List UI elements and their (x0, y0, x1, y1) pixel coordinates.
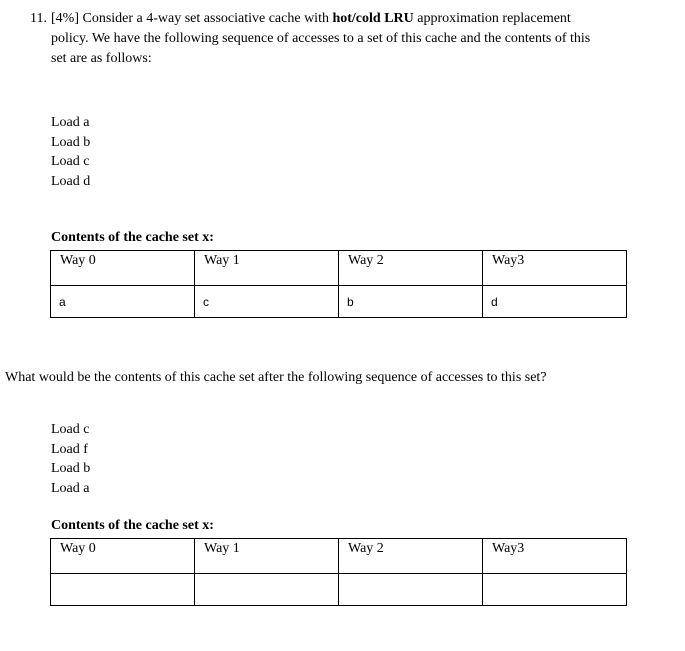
second-access-sequence (51, 420, 90, 498)
access-item: Load a (51, 115, 90, 130)
answer-cell-way-0[interactable] (51, 574, 195, 606)
header-way-2: Way 2 (339, 251, 483, 286)
header-way-3: Way3 (483, 251, 627, 286)
question-line1-end: approximation replacement (413, 11, 571, 26)
table-value-row (51, 286, 627, 318)
question-line3: set are as follows: (51, 51, 152, 66)
answer-cell-way-1[interactable] (195, 574, 339, 606)
second-cache-table (50, 538, 627, 606)
header-way-0: Way 0 (51, 251, 195, 286)
second-table-title: Contents of the cache set x: (51, 518, 214, 533)
question-bold-term: hot/cold LRU (332, 11, 414, 26)
question-line1-start: [4%] Consider a 4-way set associative cache with (51, 11, 333, 26)
access-item: Load c (51, 154, 90, 169)
header-way-3: Way3 (483, 539, 627, 574)
answer-cell-way-3[interactable] (483, 574, 627, 606)
first-access-sequence (51, 113, 90, 191)
header-way-1: Way 1 (195, 251, 339, 286)
question-number: 11. (30, 11, 47, 26)
value-way-0: a (51, 286, 195, 318)
access-item: Load d (51, 173, 91, 189)
header-way-2: Way 2 (339, 539, 483, 574)
access-item: Load b (51, 461, 91, 476)
table-header-row (51, 251, 627, 286)
header-way-0: Way 0 (51, 539, 195, 574)
value-way-1: c (195, 286, 339, 318)
access-item: Load c (51, 422, 90, 437)
access-item: Load a (51, 480, 90, 496)
middle-question: What would be the contents of this cache set after the following sequence of accesses to this set? (5, 370, 547, 385)
question-line2: policy. We have the following sequence of accesses to a set of this cache and the contents of this (51, 31, 591, 46)
access-item: Load f (51, 441, 88, 457)
table-value-row (51, 574, 627, 606)
value-way-3: d (483, 286, 627, 318)
first-table-title: Contents of the cache set x: (51, 230, 214, 245)
answer-cell-way-2[interactable] (339, 574, 483, 606)
value-way-2: b (339, 286, 483, 318)
table-header-row (51, 539, 627, 574)
access-item: Load b (51, 134, 91, 150)
question-text (30, 9, 630, 69)
header-way-1: Way 1 (195, 539, 339, 574)
first-cache-table (50, 250, 627, 318)
